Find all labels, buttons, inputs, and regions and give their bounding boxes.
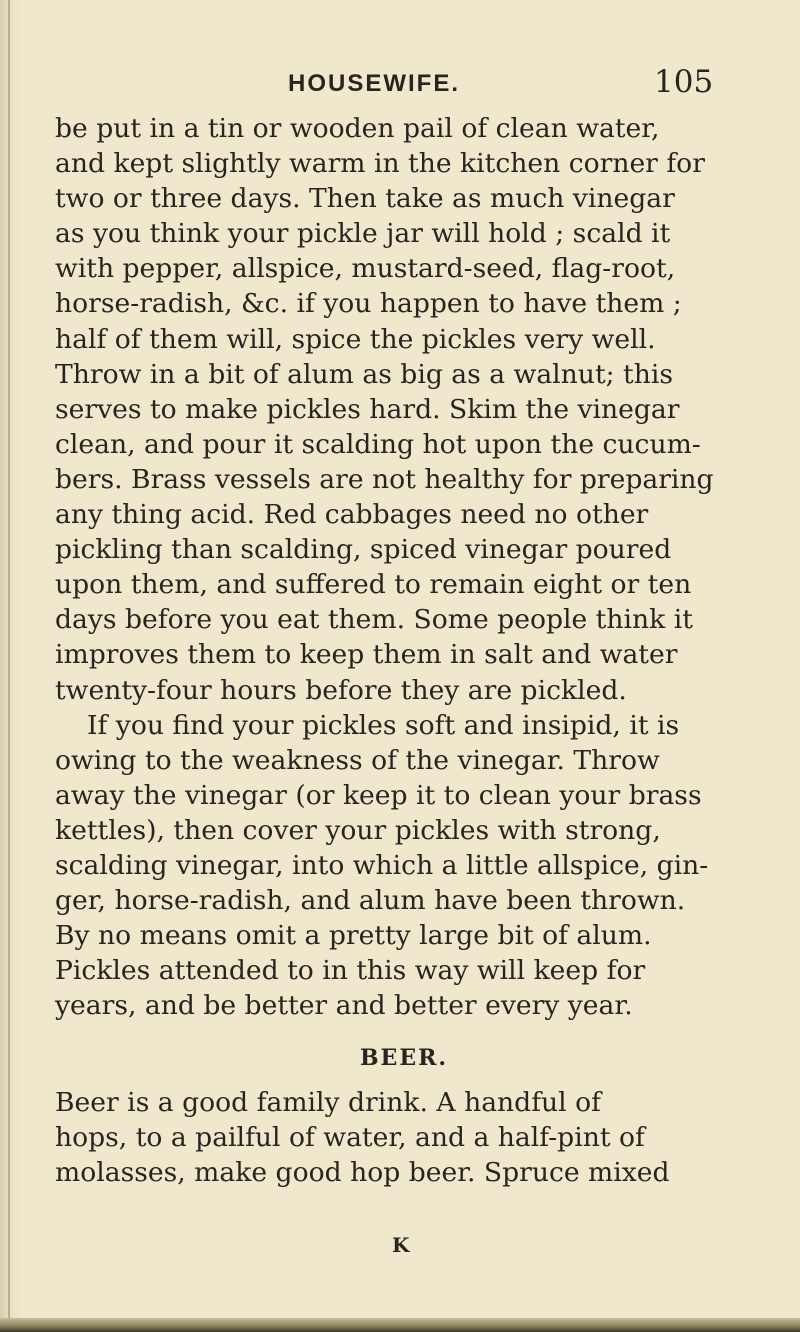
- text-line: days before you eat them. Some people think it: [55, 604, 693, 636]
- page-bottom-edge: [0, 1318, 800, 1332]
- paragraph-2: [55, 708, 745, 1024]
- text-line: horse-radish, &c. if you happen to have them ;: [55, 288, 682, 320]
- text-line: serves to make pickles hard. Skim the vinegar: [55, 393, 680, 425]
- binding-edge: [8, 0, 10, 1332]
- text-line: two or three days. Then take as much vinegar: [55, 183, 675, 215]
- paragraph-1: [55, 111, 745, 708]
- page-number: 105: [654, 64, 714, 100]
- text-line: away the vinegar (or keep it to clean your brass: [55, 779, 702, 811]
- text-line: owing to the weakness of the vinegar. Throw: [55, 744, 660, 776]
- text-line: molasses, make good hop beer. Spruce mixed: [55, 1156, 670, 1188]
- text-line: pickling than scalding, spiced vinegar poured: [55, 534, 672, 566]
- text-line: upon them, and suffered to remain eight or ten: [55, 569, 692, 601]
- text-line: scalding vinegar, into which a little allspice, gin-: [55, 849, 709, 881]
- signature-mark: K: [392, 1233, 410, 1257]
- page-header: [0, 64, 800, 110]
- text-line: twenty-four hours before they are pickled.: [55, 674, 627, 706]
- text-line: Beer is a good family drink. A handful of: [55, 1086, 601, 1118]
- text-line: clean, and pour it scalding hot upon the cucum-: [55, 428, 701, 460]
- running-head: HOUSEWIFE.: [288, 70, 461, 97]
- text-line: and kept slightly warm in the kitchen corner for: [55, 148, 705, 180]
- text-line: If you find your pickles soft and insipid, it is: [87, 709, 680, 741]
- text-line: improves them to keep them in salt and water: [55, 639, 678, 671]
- text-line: By no means omit a pretty large bit of alum.: [55, 920, 652, 952]
- text-line: Pickles attended to in this way will keep for: [55, 955, 646, 987]
- text-line: years, and be better and better every year.: [55, 990, 633, 1022]
- text-line: be put in a tin or wooden pail of clean water,: [55, 113, 660, 144]
- text-line: as you think your pickle jar will hold ; scald it: [55, 218, 671, 250]
- text-line: ger, horse-radish, and alum have been thrown.: [55, 885, 686, 917]
- paragraph-beer: [55, 1085, 745, 1190]
- text-line: hops, to a pailful of water, and a half-pint of: [55, 1121, 645, 1153]
- page-gutter-shadow: [0, 0, 22, 1332]
- text-line: kettles), then cover your pickles with strong,: [55, 814, 661, 846]
- text-line: any thing acid. Red cabbages need no other: [55, 499, 649, 531]
- text-line: with pepper, allspice, mustard-seed, flag-root,: [55, 253, 676, 285]
- section-heading: BEER.: [359, 1045, 449, 1072]
- text-line: Throw in a bit of alum as big as a walnut; this: [55, 358, 674, 390]
- text-line: half of them will, spice the pickles very well.: [55, 323, 656, 355]
- text-line: bers. Brass vessels are not healthy for preparing: [55, 463, 714, 495]
- body-text: [55, 111, 745, 1190]
